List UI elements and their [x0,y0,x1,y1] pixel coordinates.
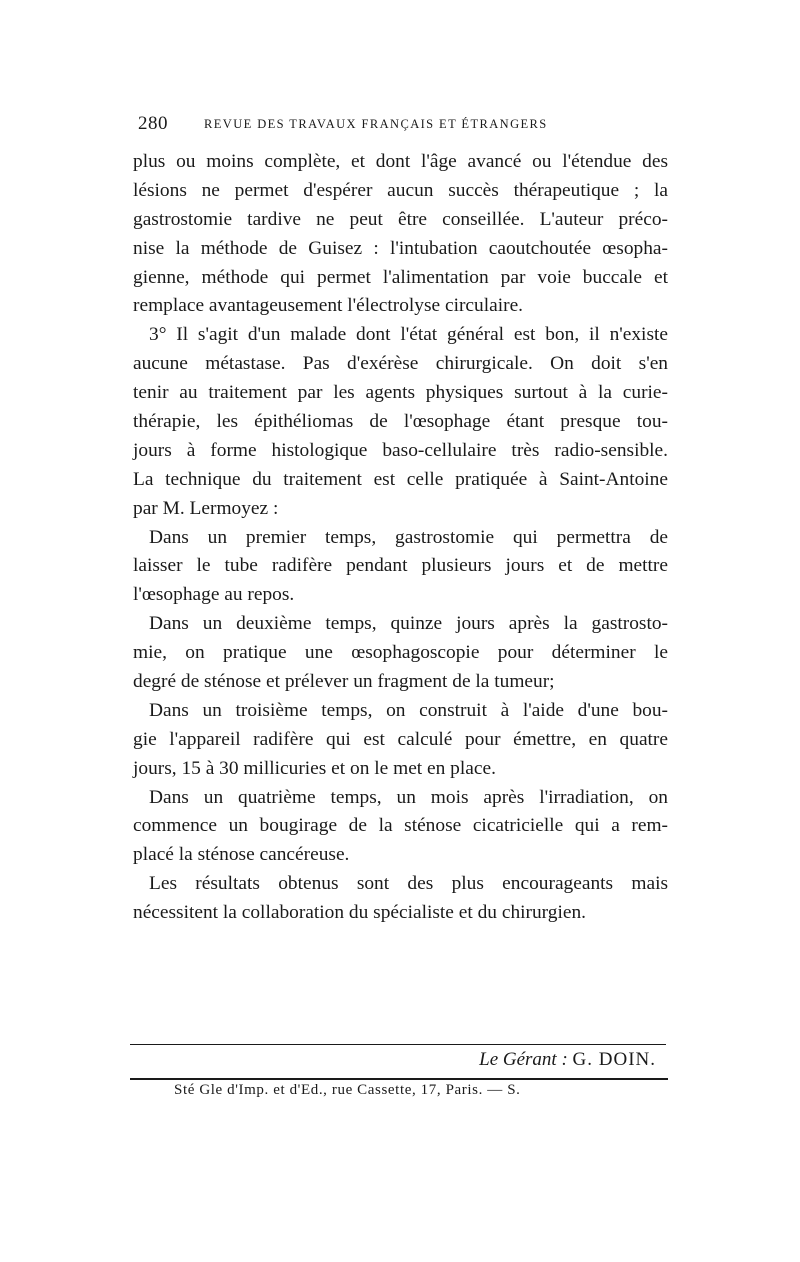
text-line: nise la méthode de Guisez : l'intubation caoutchoutée œsopha- [133,237,668,259]
text-line: gastrostomie tardive ne peut être conseillée. L'auteur préco- [133,208,668,230]
text-line: mie, on pratique une œsophagoscopie pour déterminer le [133,642,668,664]
text-line: Dans un deuxième temps, quinze jours après la gastrosto- [149,613,668,635]
text-line: l'œsophage au repos. [133,584,295,606]
text-line: thérapie, les épithéliomas de l'œsophage étant presque tou- [133,411,668,433]
text-line: laisser le tube radifère pendant plusieurs jours et de mettre [133,555,668,577]
text-line: par M. Lermoyez : [133,497,279,519]
text-line: gienne, méthode qui permet l'alimentation par voie buccale et [133,266,668,288]
manager-name: G. DOIN. [572,1049,656,1070]
journal-title: REVUE DES TRAVAUX FRANÇAIS ET ÉTRANGERS [204,117,548,131]
text-line: plus ou moins complète, et dont l'âge avancé ou l'étendue des [133,151,668,172]
text-line: Dans un premier temps, gastrostomie qui permettra de [149,526,668,548]
text-line: Dans un troisième temps, on construit à l'aide d'une bou- [149,699,668,721]
text-line: Les résultats obtenus sont des plus encourageants mais [149,873,668,895]
text-line: placé la sténose cancéreuse. [133,844,350,866]
text-line: jours à forme histologique baso-cellulaire très radio-sensible. [133,439,668,461]
manager-signature [479,1049,656,1071]
text-line: Dans un quatrième temps, un mois après l'irradiation, on [149,786,668,808]
divider-rule [130,1078,668,1080]
text-line: lésions ne permet d'espérer aucun succès thérapeutique ; la [133,179,668,201]
body-text [133,148,668,928]
text-line: degré de sténose et prélever un fragment de la tumeur; [133,671,555,693]
text-line: nécessitent la collaboration du spécialiste et du chirurgien. [133,902,587,924]
divider-rule [130,1044,666,1045]
running-head [138,113,662,141]
text-line: gie l'appareil radifère qui est calculé pour émettre, en quatre [133,728,668,750]
text-line: remplace avantageusement l'électrolyse circulaire. [133,295,524,317]
text-line: aucune métastase. Pas d'exérèse chirurgicale. On doit s'en [133,353,668,375]
page-number: 280 [138,113,168,134]
manager-label: Le Gérant : [479,1049,568,1070]
printer-imprint: Sté Gle d'Imp. et d'Ed., rue Cassette, 17, Paris. — S. [174,1082,521,1098]
text-line: jours, 15 à 30 millicuries et on le met en place. [133,757,496,779]
text-line: La technique du traitement est celle pratiquée à Saint-Antoine [133,468,668,490]
text-line: 3° Il s'agit d'un malade dont l'état général est bon, il n'existe [149,324,668,346]
text-line: tenir au traitement par les agents physiques surtout à la curie- [133,382,668,404]
text-line: commence un bougirage de la sténose cicatricielle qui a rem- [133,815,668,837]
colophon [130,1044,668,1108]
